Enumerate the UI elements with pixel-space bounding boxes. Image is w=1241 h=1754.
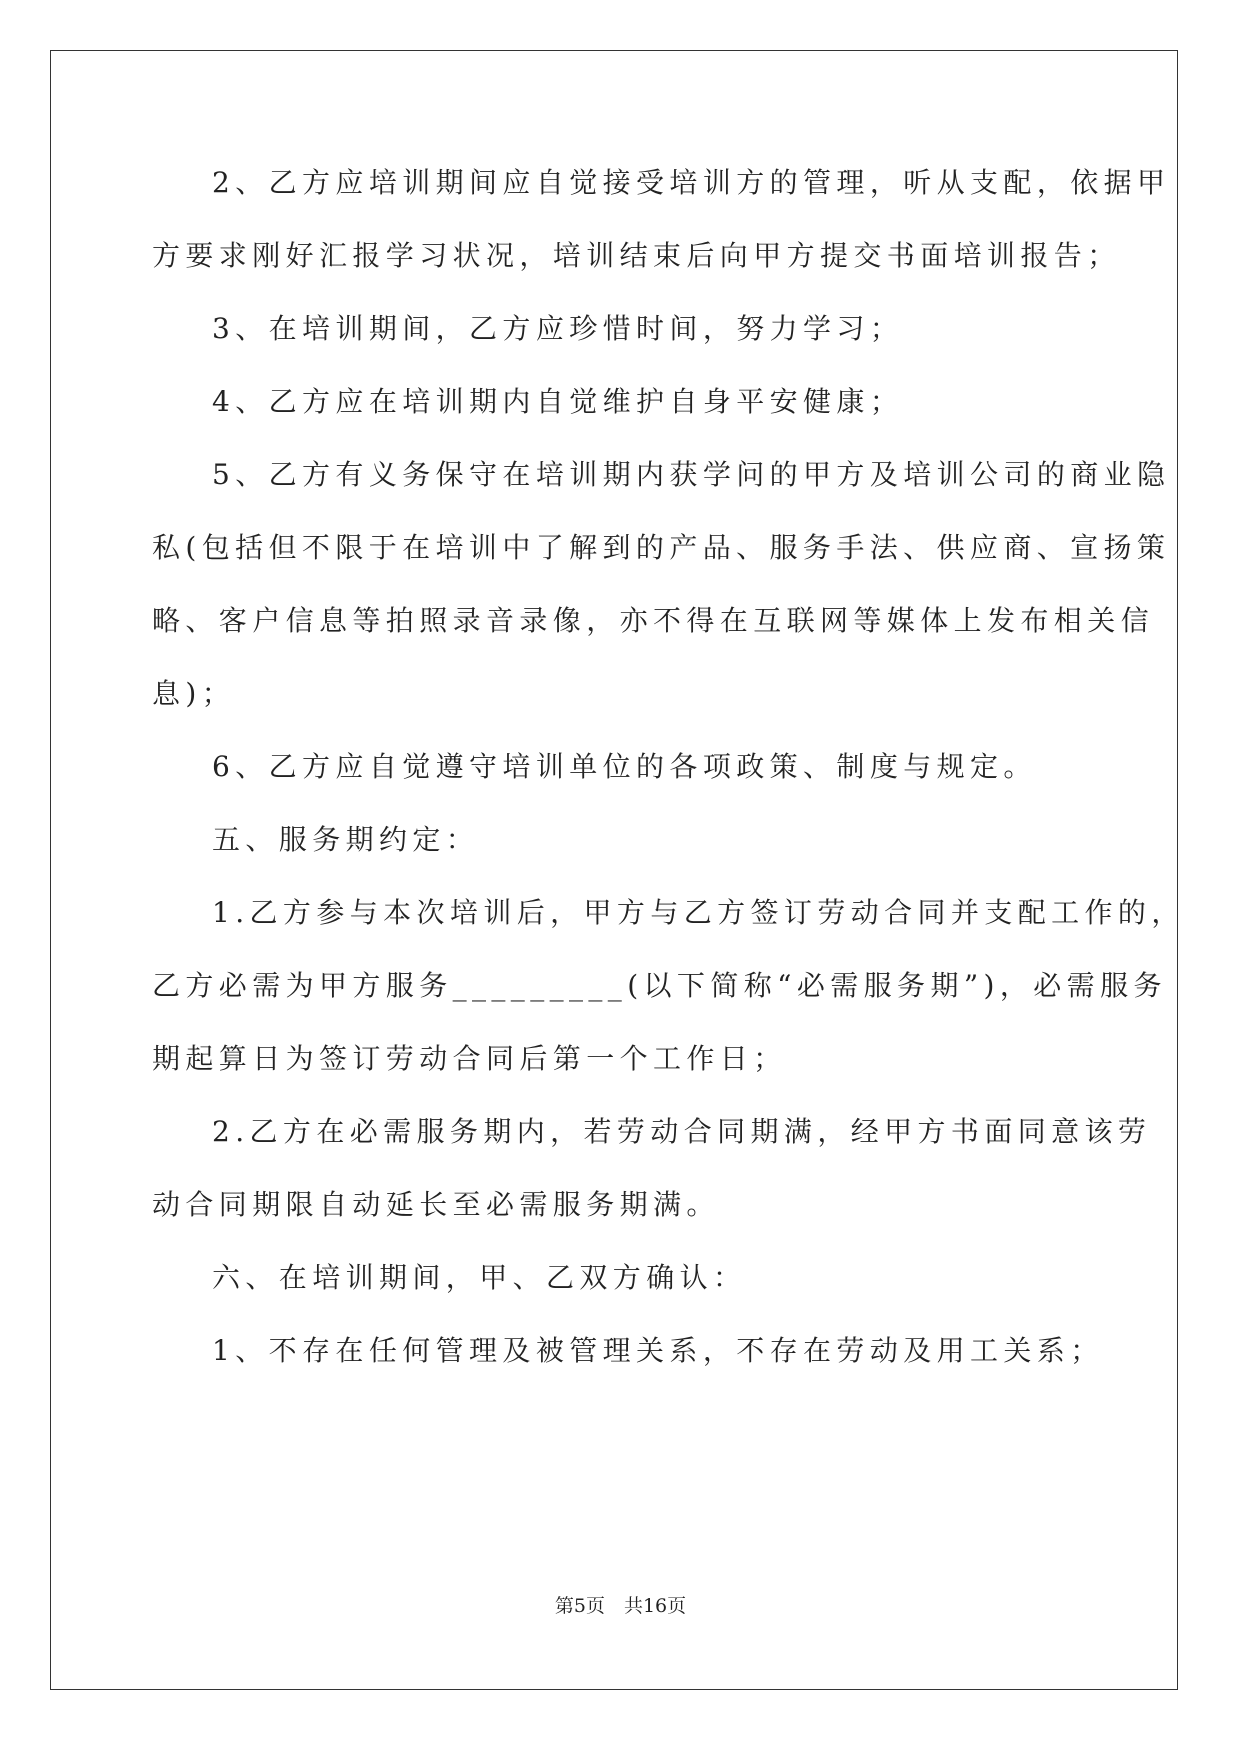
page-number-footer: 第5页 共16页 (554, 1595, 687, 1617)
paragraph-line: 乙方必需为甲方服务_________(以下简称“必需服务期”)，必需服务 (152, 969, 1167, 1002)
paragraph-line: 6、乙方应自觉遵守培训单位的各项政策、制度与规定。 (212, 750, 1037, 783)
paragraph-line: 略、客户信息等拍照录音录像，亦不得在互联网等媒体上发布相关信 (152, 604, 1155, 637)
section-heading: 六、在培训期间，甲、乙双方确认： (212, 1261, 747, 1294)
paragraph-line: 2、乙方应培训期间应自觉接受培训方的管理，听从支配，依据甲 (212, 166, 1171, 199)
paragraph-line: 方要求刚好汇报学习状况，培训结束后向甲方提交书面培训报告； (152, 239, 1121, 272)
page-border (50, 50, 1178, 1690)
paragraph-line: 1、不存在任何管理及被管理关系，不存在劳动及用工关系； (212, 1334, 1104, 1367)
paragraph-line: 息)； (152, 677, 236, 710)
section-heading: 五、服务期约定： (212, 823, 480, 856)
paragraph-line: 私(包括但不限于在培训中了解到的产品、服务手法、供应商、宣扬策 (152, 531, 1171, 564)
paragraph-line: 5、乙方有义务保守在培训期内获学问的甲方及培训公司的商业隐 (212, 458, 1171, 491)
paragraph-line: 2.乙方在必需服务期内，若劳动合同期满，经甲方书面同意该劳 (212, 1115, 1152, 1148)
paragraph-line: 3、在培训期间，乙方应珍惜时间，努力学习； (212, 312, 904, 345)
paragraph-line: 期起算日为签订劳动合同后第一个工作日； (152, 1042, 787, 1075)
paragraph-line: 4、乙方应在培训期内自觉维护自身平安健康； (212, 385, 904, 418)
paragraph-line: 动合同期限自动延长至必需服务期满。 (152, 1188, 720, 1221)
paragraph-line: 1.乙方参与本次培训后，甲方与乙方签订劳动合同并支配工作的， (212, 896, 1185, 929)
